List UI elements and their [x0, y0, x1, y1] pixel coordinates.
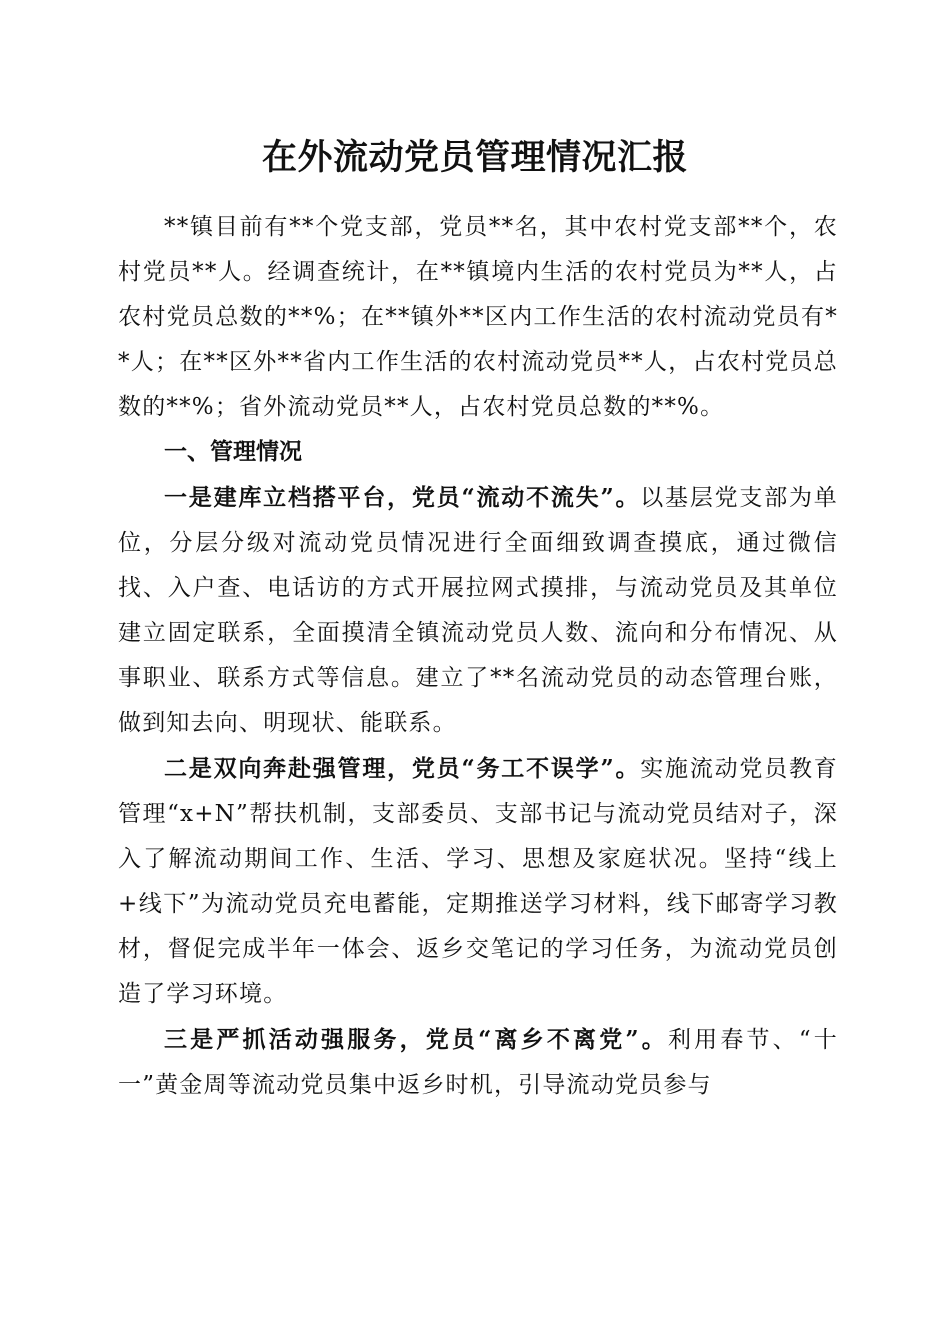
intro-paragraph: **镇目前有**个党支部，党员**名，其中农村党支部**个，农村党员**人。经调查统计，在**镇境内生活的农村党员为**人，占农村党员总数的**%；在**镇外**区内工作生活的农村流动党员有**人；在**区外**省内工作生活的农村流动党员**人，占农村党员总数的**%；省外流动党员**人，占农村党员总数的**%。 — [118, 214, 838, 420]
paragraph-item-1 — [118, 475, 838, 746]
document-body — [118, 205, 838, 1108]
paragraph-item-2-text: 实施流动党员教育管理“x+N”帮扶机制，支部委员、支部书记与流动党员结对子，深入了解流动期间工作、生活、学习、思想及家庭状况。坚持“线上+线下”为流动党员充电蓄能，定期推送学习材料，线下邮寄学习教材，督促完成半年一体会、返乡交笔记的学习任务，为流动党员创造了学习环境。 — [118, 756, 838, 1007]
document-title: 在外流动党员管理情况汇报 — [261, 137, 688, 178]
paragraph-item-3-lead: 三是严抓活动强服务，党员“离乡不离党”。 — [164, 1026, 668, 1053]
section-heading-management: 一、管理情况 — [164, 439, 302, 465]
paragraph-item-3 — [118, 1017, 838, 1108]
paragraph-item-2 — [118, 746, 838, 1017]
paragraph-item-2-lead: 二是双向奔赴强管理，党员“务工不误学”。 — [164, 755, 641, 782]
paragraph-item-1-text: 以基层党支部为单位，分层分级对流动党员情况进行全面细致调查摸底，通过微信找、入户查、电话访的方式开展拉网式摸排，与流动党员及其单位建立固定联系，全面摸清全镇流动党员人数、流向和分布情况、从事职业、联系方式等信息。建立了**名流动党员的动态管理台账，做到知去向、明现状、能联系。 — [118, 485, 838, 736]
paragraph-item-1-lead: 一是建库立档搭平台，党员“流动不流失”。 — [164, 484, 641, 511]
paragraph-item-3-text: 利用春节、“十一”黄金周等流动党员集中返乡时机，引导流动党员参与 — [118, 1027, 838, 1098]
